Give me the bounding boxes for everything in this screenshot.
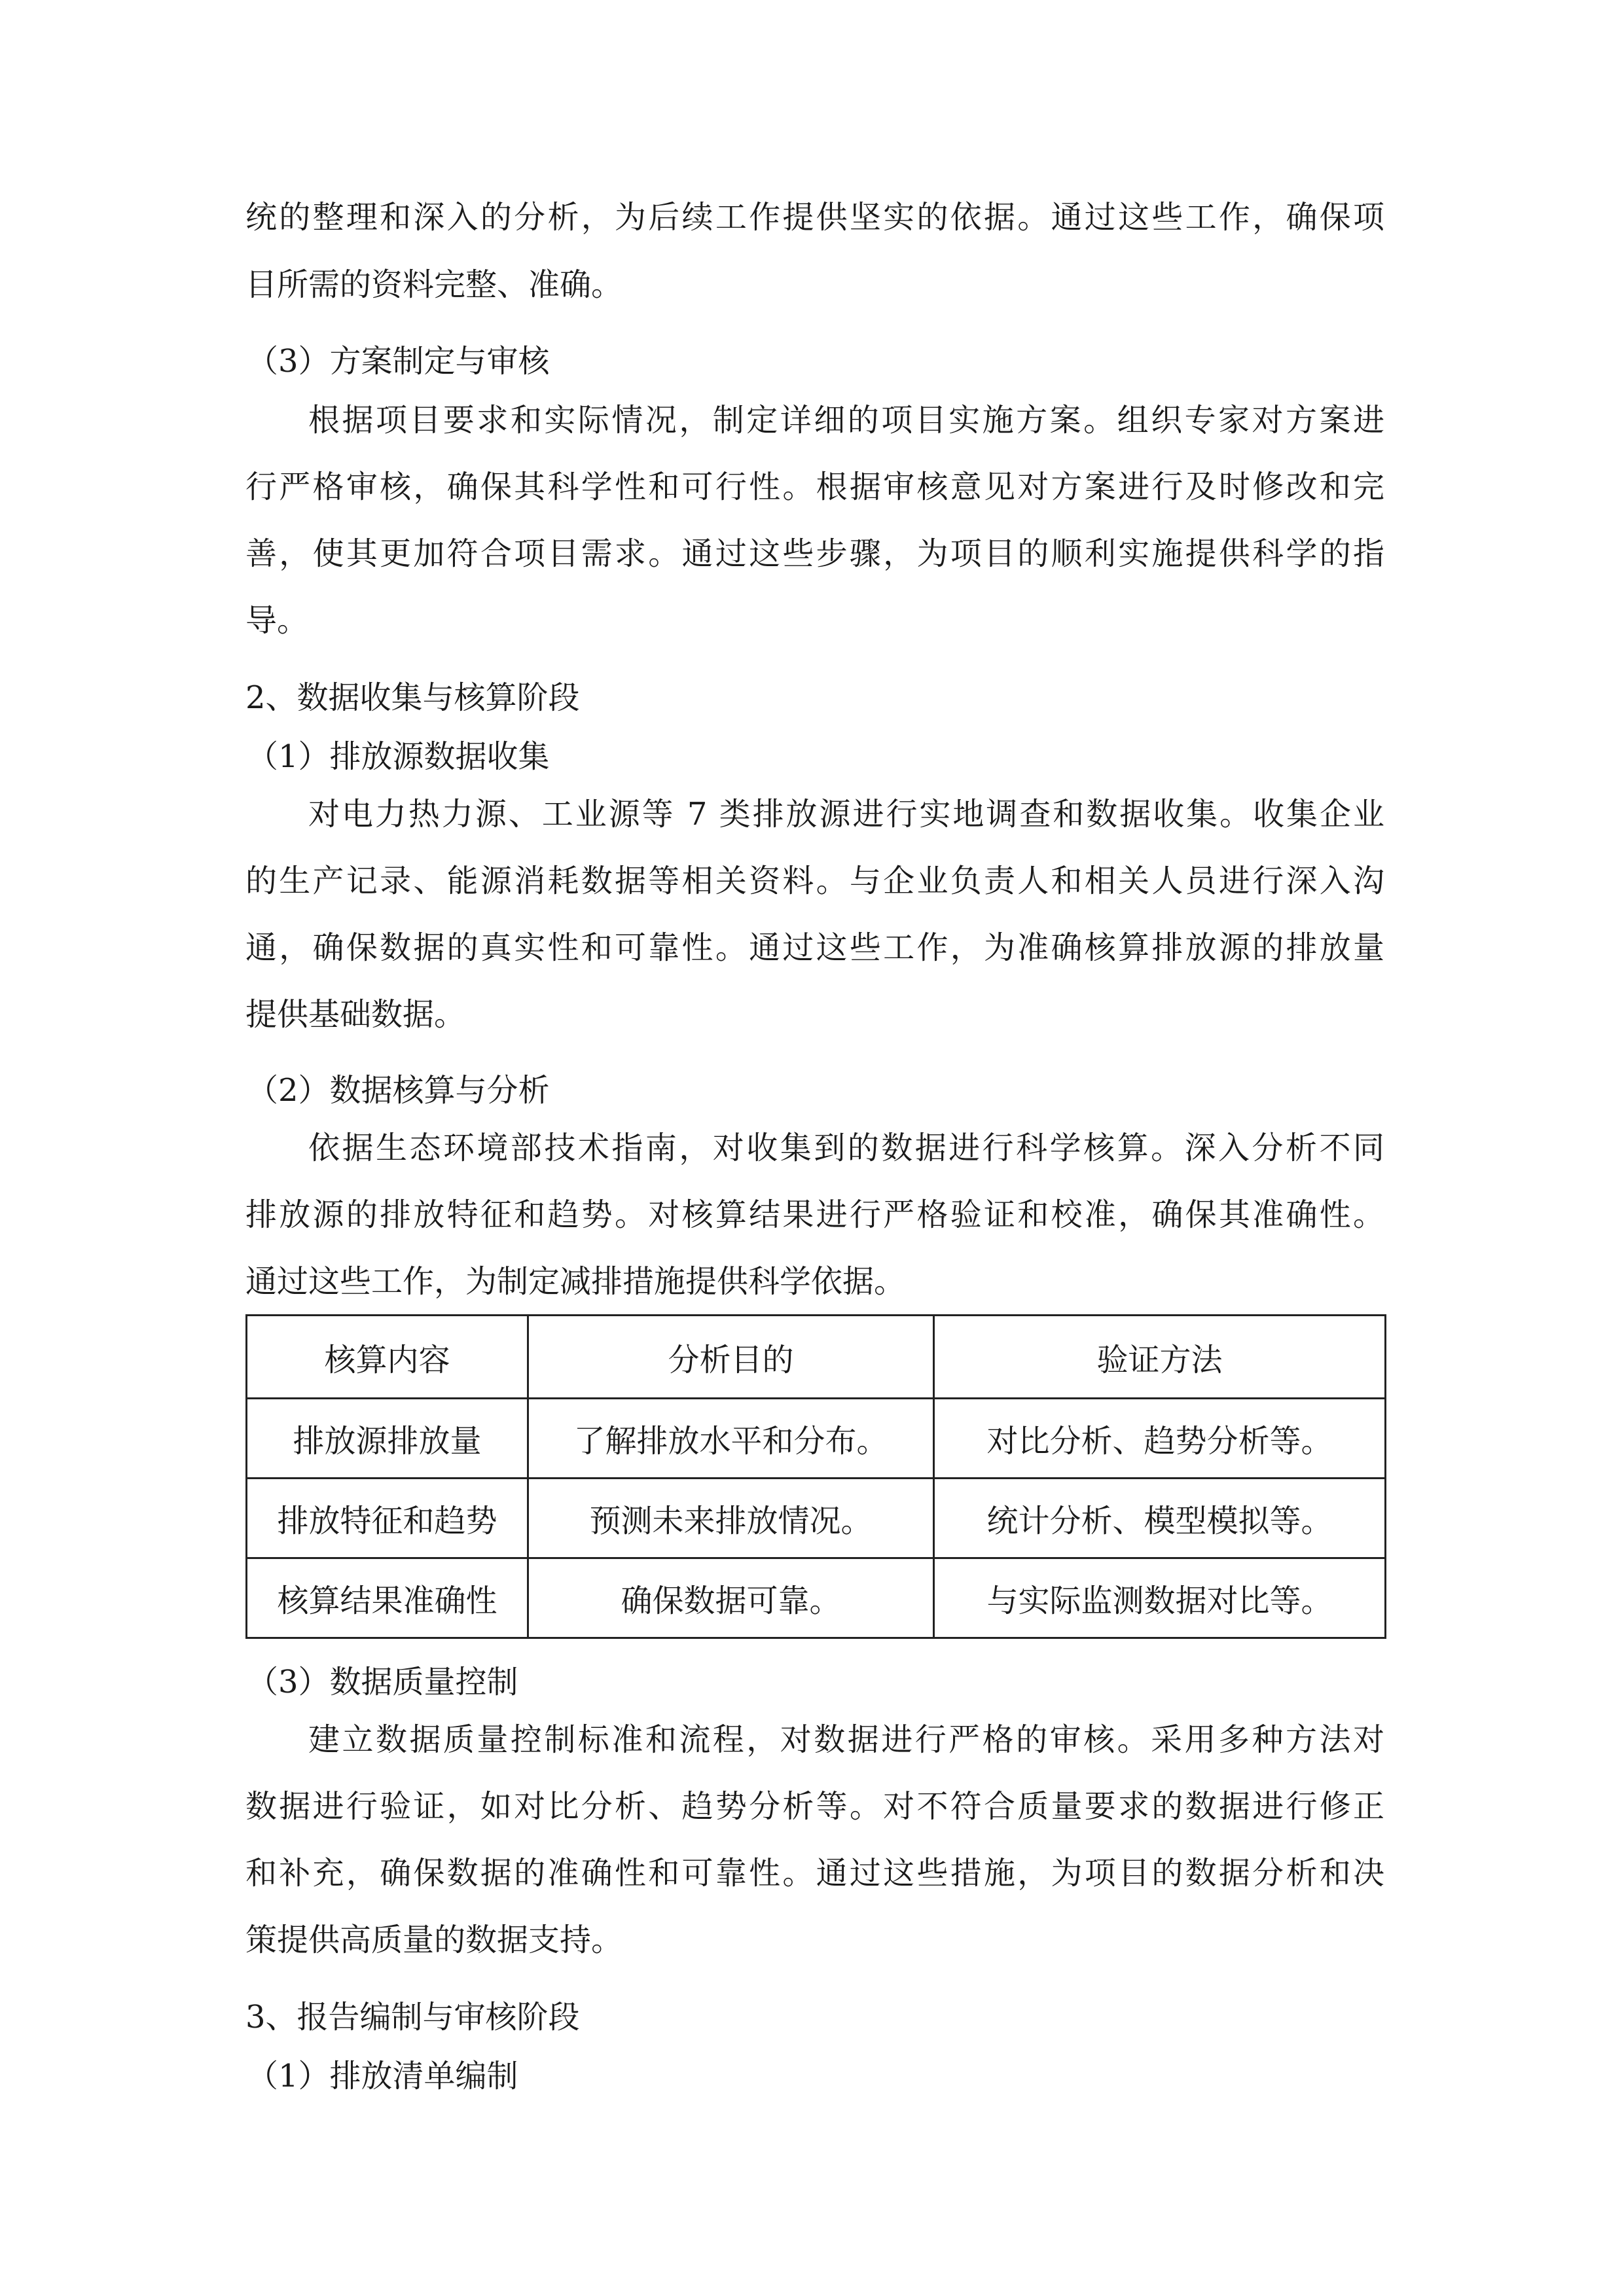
paragraph-line: 依据生态环境部技术指南，对收集到的数据进行科学核算。深入分析不同 <box>308 1130 1384 1166</box>
table-cell: 确保数据可靠。 <box>528 1558 934 1638</box>
subsection-heading: （1）排放清单编制 <box>247 2058 518 2094</box>
table-cell: 排放特征和趋势 <box>247 1479 528 1558</box>
paragraph-line: 行严格审核，确保其科学性和可行性。根据审核意见对方案进行及时修改和完 <box>245 469 1384 505</box>
table-header-cell: 验证方法 <box>934 1316 1386 1399</box>
paragraph-line: 善，使其更加符合项目需求。通过这些步骤，为项目的顺利实施提供科学的指 <box>245 535 1384 572</box>
paragraph-line: 数据进行验证，如对比分析、趋势分析等。对不符合质量要求的数据进行修正 <box>245 1788 1384 1825</box>
table-row <box>247 1558 1386 1638</box>
table-cell: 核算结果准确性 <box>247 1558 528 1638</box>
accounting-table <box>245 1314 1386 1639</box>
table-header-cell: 分析目的 <box>528 1316 934 1399</box>
table-cell: 预测未来排放情况。 <box>528 1479 934 1558</box>
table-cell: 了解排放水平和分布。 <box>528 1399 934 1479</box>
paragraph-line: 目所需的资料完整、准确。 <box>245 266 623 303</box>
table-cell: 与实际监测数据对比等。 <box>934 1558 1386 1638</box>
paragraph-line: 提供基础数据。 <box>245 996 466 1033</box>
paragraph-line: 根据项目要求和实际情况，制定详细的项目实施方案。组织专家对方案进 <box>308 402 1384 439</box>
subsection-heading: （3）方案制定与审核 <box>247 343 550 380</box>
paragraph-line: 策提供高质量的数据支持。 <box>245 1922 623 1958</box>
paragraph-line: 对电力热力源、工业源等 7 类排放源进行实地调查和数据收集。收集企业 <box>308 796 1384 833</box>
paragraph-line: 统的整理和深入的分析，为后续工作提供坚实的依据。通过这些工作，确保项 <box>245 199 1384 236</box>
paragraph-line: 建立数据质量控制标准和流程，对数据进行严格的审核。采用多种方法对 <box>308 1721 1384 1758</box>
paragraph-line: 通过这些工作，为制定减排措施提供科学依据。 <box>245 1263 906 1300</box>
table-row <box>247 1399 1386 1479</box>
table-cell: 排放源排放量 <box>247 1399 528 1479</box>
paragraph-line: 和补充，确保数据的准确性和可靠性。通过这些措施，为项目的数据分析和决 <box>245 1855 1384 1892</box>
subsection-heading: （1）排放源数据收集 <box>247 738 550 775</box>
table-header-row <box>247 1316 1386 1399</box>
table-cell: 对比分析、趋势分析等。 <box>934 1399 1386 1479</box>
section-heading: 2、数据收集与核算阶段 <box>245 679 580 716</box>
table-header-cell: 核算内容 <box>247 1316 528 1399</box>
paragraph-line: 排放源的排放特征和趋势。对核算结果进行严格验证和校准，确保其准确性。 <box>245 1196 1384 1233</box>
paragraph-line: 导。 <box>245 602 309 639</box>
paragraph-line: 通，确保数据的真实性和可靠性。通过这些工作，为准确核算排放源的排放量 <box>245 929 1384 966</box>
subsection-heading: （3）数据质量控制 <box>247 1664 518 1700</box>
table-cell: 统计分析、模型模拟等。 <box>934 1479 1386 1558</box>
paragraph-line: 的生产记录、能源消耗数据等相关资料。与企业负责人和相关人员进行深入沟 <box>245 863 1384 899</box>
subsection-heading: （2）数据核算与分析 <box>247 1072 550 1109</box>
table-row <box>247 1479 1386 1558</box>
section-heading: 3、报告编制与审核阶段 <box>245 1999 580 2036</box>
